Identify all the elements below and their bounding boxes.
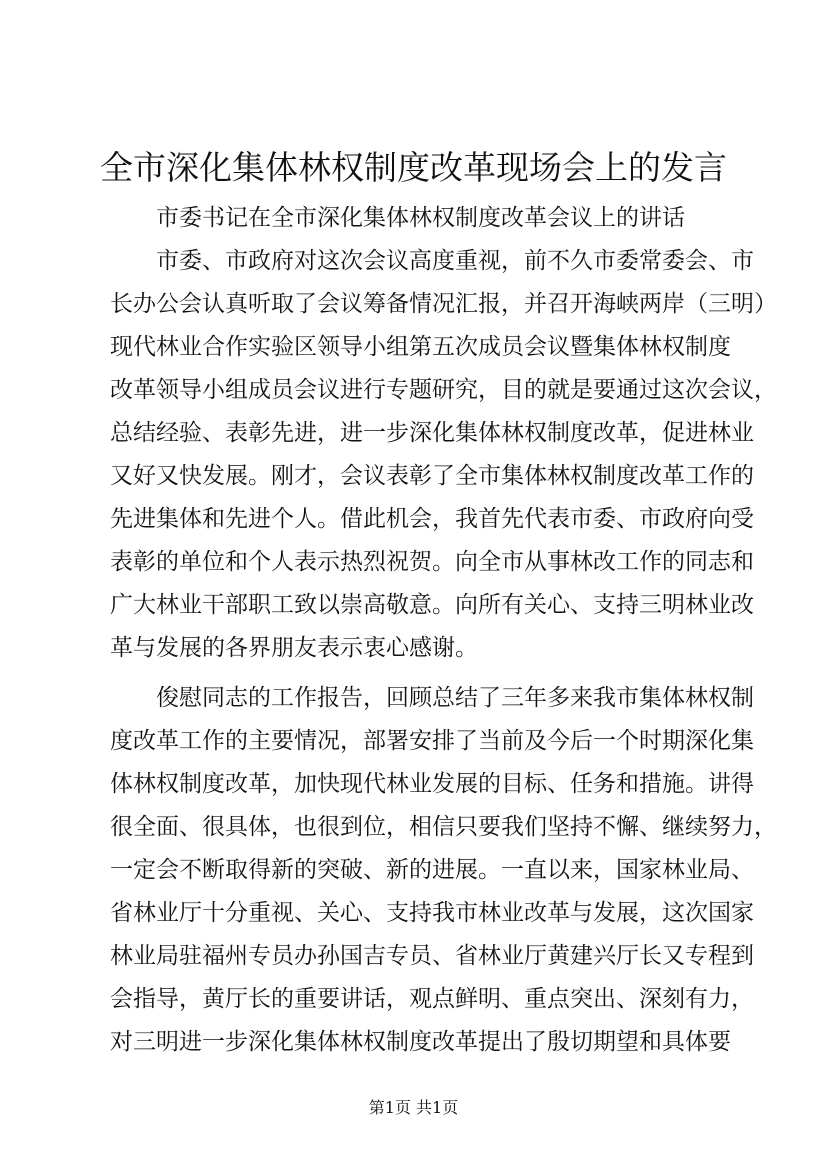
paragraph-1 [110, 240, 777, 670]
paragraph-2 [110, 677, 777, 1064]
paragraph-line: 市委、市政府对这次会议高度重视，前不久市委常委会、市 [156, 248, 754, 274]
paragraph-line: 俊慰同志的工作报告，回顾总结了三年多来我市集体林权制 [156, 685, 754, 711]
paragraph-line: 长办公会认真听取了会议筹备情况汇报，并召开海峡两岸（三明） [110, 291, 777, 317]
paragraph-line: 又好又快发展。刚才，会议表彰了全市集体林权制度改革工作的 [110, 463, 754, 489]
document-subtitle: 市委书记在全市深化集体林权制度改革会议上的讲话 [156, 205, 685, 231]
document-body [110, 197, 777, 1064]
paragraph-line: 林业局驻福州专员办孙国吉专员、省林业厅黄建兴厅长又专程到 [110, 943, 754, 969]
paragraph-line: 现代林业合作实验区领导小组第五次成员会议暨集体林权制度 [110, 334, 731, 360]
paragraph-line: 改革领导小组成员会议进行专题研究，目的就是要通过这次会议， [110, 377, 777, 403]
paragraph-line: 度改革工作的主要情况，部署安排了当前及今后一个时期深化集 [110, 728, 754, 754]
paragraph-line: 对三明进一步深化集体林权制度改革提出了殷切期望和具体要 [110, 1029, 731, 1055]
page-number-footer: 第1页 共1页 [368, 1098, 459, 1117]
paragraph-line: 很全面、很具体，也很到位，相信只要我们坚持不懈、继续努力， [110, 814, 777, 840]
paragraph-line: 一定会不断取得新的突破、新的进展。一直以来，国家林业局、 [110, 857, 754, 883]
paragraph-line: 广大林业干部职工致以崇高敬意。向所有关心、支持三明林业改 [110, 592, 754, 618]
paragraph-line: 省林业厅十分重视、关心、支持我市林业改革与发展，这次国家 [110, 900, 754, 926]
paragraph-line: 先进集体和先进个人。借此机会，我首先代表市委、市政府向受 [110, 506, 754, 532]
paragraph-line: 革与发展的各界朋友表示衷心感谢。 [110, 635, 478, 661]
document-title: 全市深化集体林权制度改革现场会上的发言 [100, 148, 727, 187]
paragraph-line: 总结经验、表彰先进，进一步深化集体林权制度改革，促进林业 [110, 420, 754, 446]
paragraph-line: 体林权制度改革，加快现代林业发展的目标、任务和措施。讲得 [110, 771, 754, 797]
paragraph-line: 表彰的单位和个人表示热烈祝贺。向全市从事林改工作的同志和 [110, 549, 754, 575]
paragraph-line: 会指导，黄厅长的重要讲话，观点鲜明、重点突出、深刻有力， [110, 986, 754, 1012]
